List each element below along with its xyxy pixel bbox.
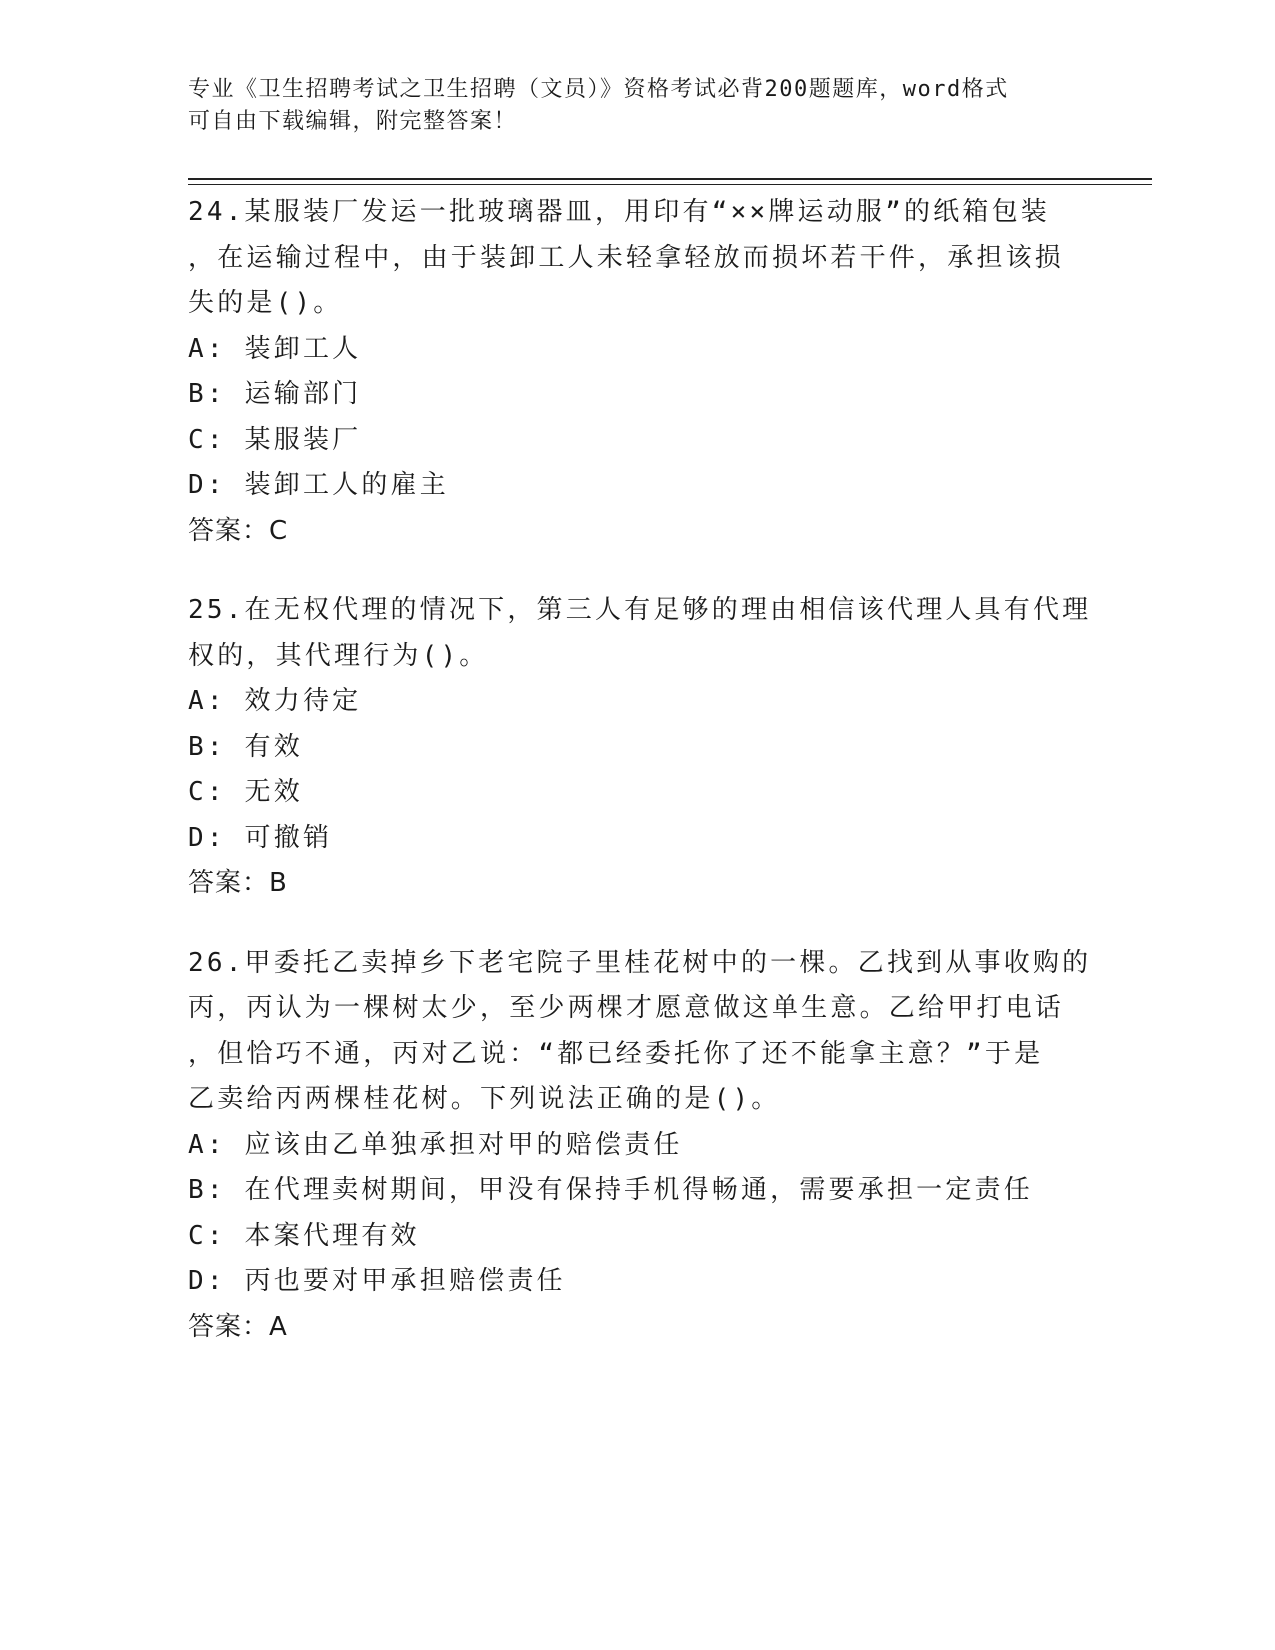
question-stem-line: 24.某服装厂发运一批玻璃器皿，用印有“××牌运动服”的纸箱包装	[188, 197, 1050, 227]
question-stem-line: ，但恰巧不通，丙对乙说：“都已经委托你了还不能拿主意？”于是	[188, 1038, 1044, 1069]
header-rule-thick	[188, 178, 1152, 180]
option-a: A: 效力待定	[188, 686, 362, 716]
option-c: C: 无效	[188, 777, 303, 807]
question-list	[188, 190, 1092, 1384]
question-stem-line: 26.甲委托乙卖掉乡下老宅院子里桂花树中的一棵。乙找到从事收购的	[188, 947, 1092, 978]
answer-line: 答案：A	[188, 1311, 288, 1342]
question-stem-line: ，在运输过程中，由于装卸工人未轻拿轻放而损坏若干件，承担该损	[188, 242, 1065, 273]
question-24	[188, 190, 1088, 554]
option-a: A: 应该由乙单独承担对甲的赔偿责任	[188, 1129, 683, 1160]
question-stem-line: 25.在无权代理的情况下，第三人有足够的理由相信该代理人具有代理	[188, 595, 1092, 625]
option-c: C: 本案代理有效	[188, 1220, 420, 1251]
option-d: D: 丙也要对甲承担赔偿责任	[188, 1266, 566, 1296]
question-25	[188, 588, 1092, 907]
answer-line: 答案：B	[188, 868, 288, 898]
option-d: D: 可撤销	[188, 822, 333, 853]
question-26	[188, 941, 1092, 1351]
option-a: A: 装卸工人	[188, 333, 362, 364]
header-line: 可自由下载编辑，附完整答案！	[188, 109, 518, 134]
option-c: C: 某服装厂	[188, 424, 362, 455]
option-d: D: 装卸工人的雇主	[188, 470, 449, 500]
answer-line: 答案：C	[188, 515, 289, 546]
question-stem-line: 失的是()。	[188, 288, 343, 318]
header-line: 专业《卫生招聘考试之卫生招聘（文员）》资格考试必背200题题库，word格式	[188, 77, 1009, 102]
option-b: B: 在代理卖树期间，甲没有保持手机得畅通，需要承担一定责任	[188, 1175, 1033, 1205]
header-rule-thin	[188, 184, 1152, 185]
question-stem-line: 乙卖给丙两棵桂花树。下列说法正确的是()。	[188, 1084, 781, 1114]
question-stem-line: 权的，其代理行为()。	[188, 640, 489, 671]
option-b: B: 有效	[188, 731, 303, 762]
option-b: B: 运输部门	[188, 379, 362, 409]
question-stem-line: 丙，丙认为一棵树太少，至少两棵才愿意做这单生意。乙给甲打电话	[188, 993, 1065, 1023]
document-header	[188, 74, 1088, 138]
